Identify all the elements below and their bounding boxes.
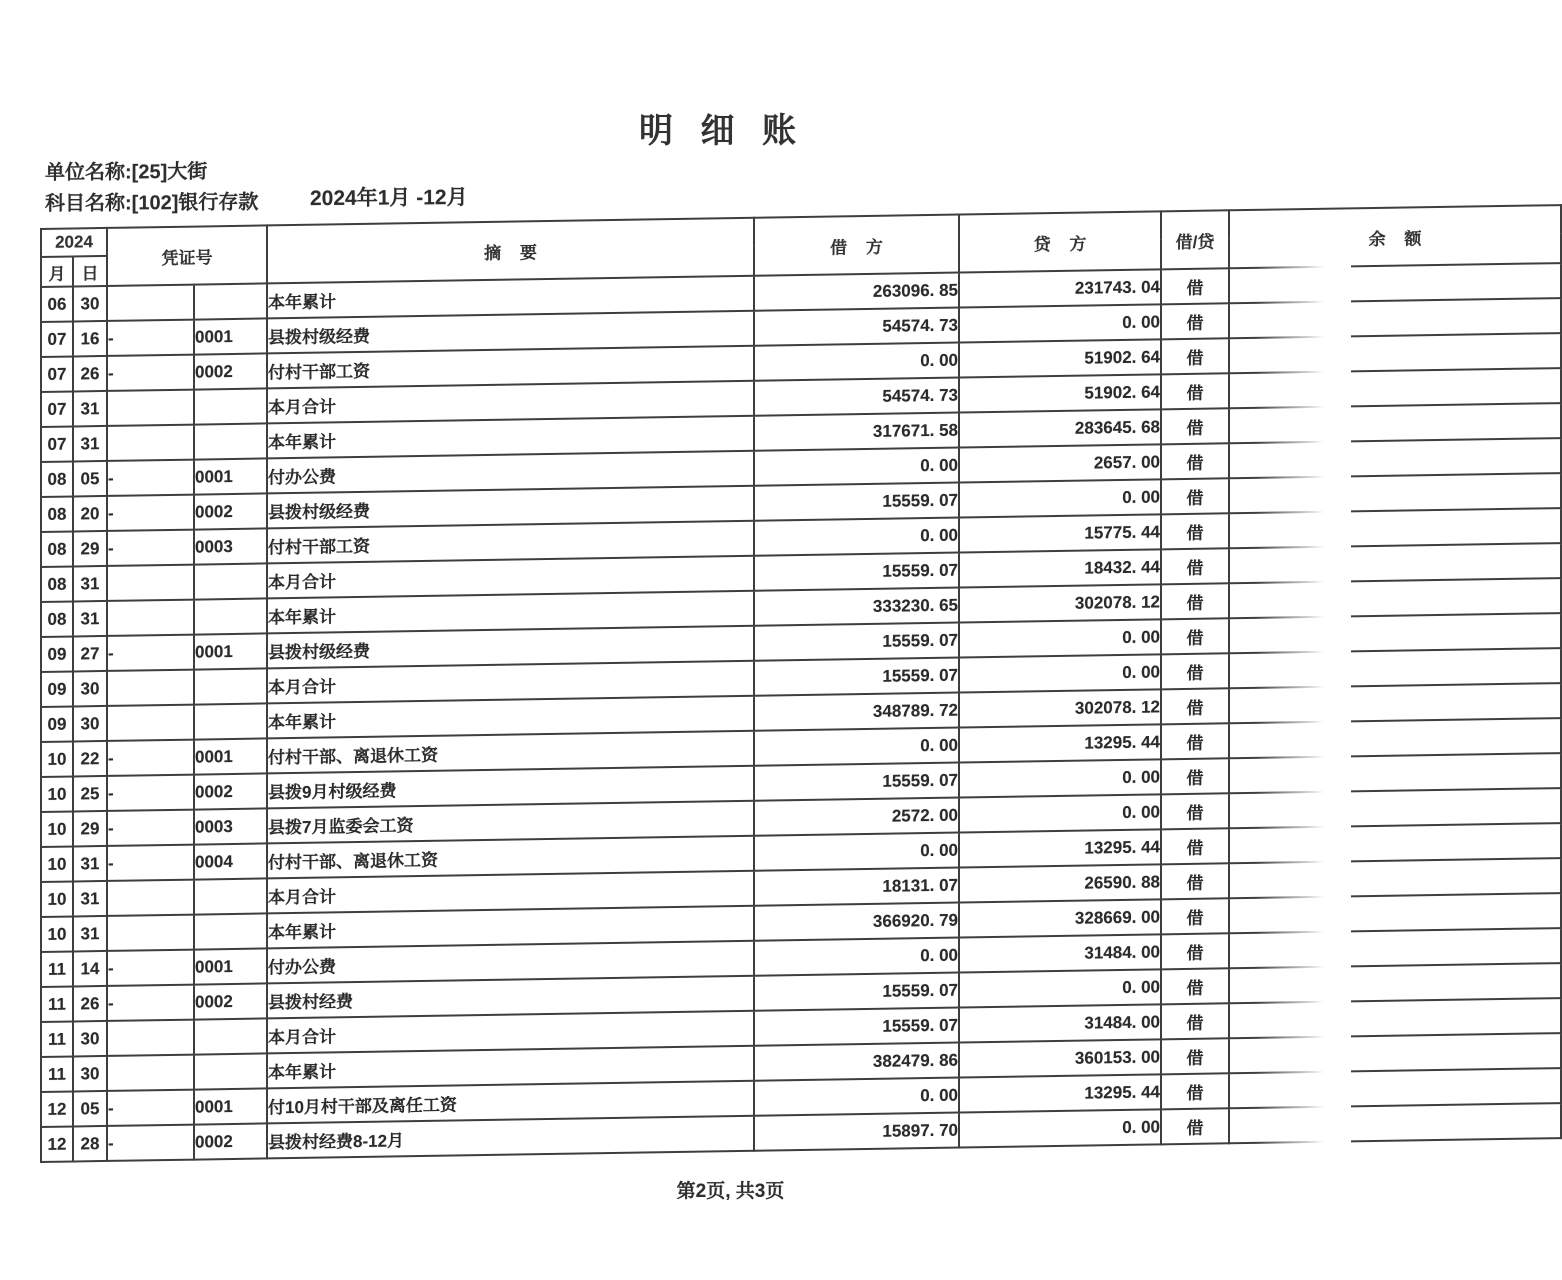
voucher-number-cell: 0001 — [194, 948, 267, 984]
month-cell: 09 — [41, 671, 73, 707]
direction-cell: 借 — [1161, 513, 1229, 549]
balance-cell — [1229, 333, 1561, 373]
credit-cell: 13295. 44 — [959, 829, 1161, 867]
balance-cell — [1229, 298, 1561, 338]
voucher-dash-cell: - — [107, 810, 194, 846]
voucher-dash-cell — [107, 1020, 194, 1056]
summary-cell: 本年累计 — [267, 1046, 754, 1089]
summary-cell: 县拨村经费8-12月 — [267, 1116, 754, 1159]
day-cell: 22 — [73, 741, 107, 777]
direction-cell: 借 — [1161, 1073, 1229, 1109]
header-direction: 借/贷 — [1161, 210, 1229, 269]
balance-cell — [1229, 788, 1561, 828]
balance-cell — [1229, 403, 1561, 443]
voucher-dash-cell: - — [107, 320, 194, 356]
direction-cell: 借 — [1161, 408, 1229, 444]
debit-cell: 0. 00 — [754, 343, 959, 381]
credit-cell: 0. 00 — [959, 759, 1161, 797]
debit-cell: 15897. 70 — [754, 1113, 959, 1151]
day-cell: 30 — [73, 671, 107, 707]
direction-cell: 借 — [1161, 758, 1229, 794]
debit-cell: 54574. 73 — [754, 378, 959, 416]
summary-cell: 付村干部、离退休工资 — [267, 731, 754, 774]
credit-cell: 31484. 00 — [959, 1004, 1161, 1042]
document-meta — [45, 152, 945, 220]
summary-cell: 付办公费 — [267, 941, 754, 984]
debit-cell: 15559. 07 — [754, 483, 959, 521]
voucher-number-cell: 0004 — [194, 843, 267, 879]
balance-cell — [1229, 368, 1561, 408]
voucher-number-cell — [194, 668, 267, 704]
voucher-dash-cell: - — [107, 635, 194, 671]
day-cell: 29 — [73, 811, 107, 847]
credit-cell: 0. 00 — [959, 619, 1161, 657]
voucher-number-cell: 0002 — [194, 773, 267, 809]
credit-cell: 360153. 00 — [959, 1039, 1161, 1077]
day-cell: 25 — [73, 776, 107, 812]
day-cell: 31 — [73, 426, 107, 462]
day-cell: 16 — [73, 321, 107, 357]
voucher-number-cell: 0002 — [194, 983, 267, 1019]
balance-cell — [1229, 823, 1561, 863]
month-cell: 08 — [41, 566, 73, 602]
day-cell: 20 — [73, 496, 107, 532]
balance-cell — [1229, 963, 1561, 1003]
summary-cell: 付办公费 — [267, 451, 754, 494]
debit-cell: 15559. 07 — [754, 763, 959, 801]
voucher-dash-cell: - — [107, 985, 194, 1021]
month-cell: 11 — [41, 1056, 73, 1092]
month-cell: 06 — [41, 286, 73, 322]
month-cell: 10 — [41, 776, 73, 812]
day-cell: 05 — [73, 461, 107, 497]
debit-cell: 263096. 85 — [754, 273, 959, 311]
credit-cell: 0. 00 — [959, 654, 1161, 692]
voucher-dash-cell: - — [107, 530, 194, 566]
balance-cell — [1229, 858, 1561, 898]
credit-cell: 13295. 44 — [959, 724, 1161, 762]
debit-cell: 366920. 79 — [754, 903, 959, 941]
summary-cell: 本月合计 — [267, 556, 754, 599]
direction-cell: 借 — [1161, 1038, 1229, 1074]
month-cell: 08 — [41, 601, 73, 637]
direction-cell: 借 — [1161, 478, 1229, 514]
direction-cell: 借 — [1161, 443, 1229, 479]
month-cell: 07 — [41, 426, 73, 462]
summary-cell: 本年累计 — [267, 591, 754, 634]
balance-cell — [1229, 508, 1561, 548]
ledger-table-body — [41, 263, 1561, 1162]
debit-cell: 382479. 86 — [754, 1043, 959, 1081]
voucher-number-cell: 0002 — [194, 1123, 267, 1159]
day-cell: 27 — [73, 636, 107, 672]
voucher-number-cell: 0002 — [194, 353, 267, 389]
direction-cell: 借 — [1161, 723, 1229, 759]
month-cell: 07 — [41, 356, 73, 392]
page-title: 明 细 账 — [639, 112, 796, 150]
voucher-dash-cell: - — [107, 460, 194, 496]
voucher-dash-cell: - — [107, 845, 194, 881]
balance-cell — [1229, 438, 1561, 478]
header-day: 日 — [73, 256, 107, 287]
balance-cell — [1229, 998, 1561, 1038]
voucher-dash-cell: - — [107, 355, 194, 391]
voucher-dash-cell — [107, 1055, 194, 1091]
summary-cell: 县拨村级经费 — [267, 486, 754, 529]
balance-cell — [1229, 893, 1561, 933]
debit-cell: 15559. 07 — [754, 973, 959, 1011]
debit-cell: 15559. 07 — [754, 658, 959, 696]
day-cell: 31 — [73, 391, 107, 427]
debit-cell: 0. 00 — [754, 728, 959, 766]
direction-cell: 借 — [1161, 268, 1229, 304]
voucher-number-cell — [194, 1053, 267, 1089]
summary-cell: 付村干部工资 — [267, 521, 754, 564]
voucher-number-cell — [194, 563, 267, 599]
header-year: 2024 — [41, 228, 107, 257]
month-cell: 10 — [41, 811, 73, 847]
direction-cell: 借 — [1161, 653, 1229, 689]
debit-cell: 54574. 73 — [754, 308, 959, 346]
day-cell: 26 — [73, 356, 107, 392]
day-cell: 31 — [73, 566, 107, 602]
balance-cell — [1229, 648, 1561, 688]
summary-cell: 县拨村经费 — [267, 976, 754, 1019]
month-cell: 10 — [41, 846, 73, 882]
summary-cell: 县拨9月村级经费 — [267, 766, 754, 809]
credit-cell: 0. 00 — [959, 304, 1161, 342]
month-cell: 12 — [41, 1126, 73, 1162]
voucher-number-cell: 0001 — [194, 1088, 267, 1124]
voucher-dash-cell — [107, 565, 194, 601]
debit-cell: 15559. 07 — [754, 553, 959, 591]
summary-cell: 本月合计 — [267, 1011, 754, 1054]
summary-cell: 本月合计 — [267, 381, 754, 424]
debit-cell: 15559. 07 — [754, 1008, 959, 1046]
direction-cell: 借 — [1161, 828, 1229, 864]
debit-cell: 18131. 07 — [754, 868, 959, 906]
day-cell: 30 — [73, 1021, 107, 1057]
direction-cell: 借 — [1161, 618, 1229, 654]
summary-cell: 付村干部工资 — [267, 346, 754, 389]
month-cell: 07 — [41, 391, 73, 427]
direction-cell: 借 — [1161, 338, 1229, 374]
direction-cell: 借 — [1161, 968, 1229, 1004]
month-cell: 09 — [41, 706, 73, 742]
voucher-number-cell: 0001 — [194, 318, 267, 354]
summary-cell: 付村干部、离退休工资 — [267, 836, 754, 879]
header-balance: 余 额 — [1229, 205, 1561, 268]
month-cell: 10 — [41, 916, 73, 952]
voucher-dash-cell: - — [107, 1125, 194, 1161]
direction-cell: 借 — [1161, 793, 1229, 829]
summary-cell: 付10月村干部及离任工资 — [267, 1081, 754, 1124]
summary-cell: 本年累计 — [267, 416, 754, 459]
direction-cell: 借 — [1161, 933, 1229, 969]
debit-cell: 348789. 72 — [754, 693, 959, 731]
direction-cell: 借 — [1161, 863, 1229, 899]
voucher-number-cell — [194, 913, 267, 949]
voucher-number-cell: 0001 — [194, 633, 267, 669]
day-cell: 14 — [73, 951, 107, 987]
direction-cell: 借 — [1161, 548, 1229, 584]
debit-cell: 0. 00 — [754, 1078, 959, 1116]
summary-cell: 本年累计 — [267, 276, 754, 319]
direction-cell: 借 — [1161, 373, 1229, 409]
voucher-number-cell: 0001 — [194, 738, 267, 774]
credit-cell: 0. 00 — [959, 479, 1161, 517]
period-range: 2024年1月 -12月 — [310, 186, 468, 211]
summary-cell: 县拨7月监委会工资 — [267, 801, 754, 844]
credit-cell: 283645. 68 — [959, 409, 1161, 447]
summary-cell: 本月合计 — [267, 661, 754, 704]
balance-cell — [1229, 718, 1561, 758]
debit-cell: 0. 00 — [754, 833, 959, 871]
voucher-dash-cell: - — [107, 775, 194, 811]
header-month: 月 — [41, 256, 73, 287]
month-cell: 09 — [41, 636, 73, 672]
account-name: 科目名称:[102]银行存款 — [45, 191, 259, 215]
voucher-number-cell — [194, 1018, 267, 1054]
month-cell: 11 — [41, 986, 73, 1022]
summary-cell: 县拨村级经费 — [267, 626, 754, 669]
day-cell: 31 — [73, 881, 107, 917]
balance-cell — [1229, 683, 1561, 723]
month-cell: 07 — [41, 321, 73, 357]
day-cell: 31 — [73, 601, 107, 637]
header-summary: 摘 要 — [267, 218, 754, 284]
voucher-number-cell: 0001 — [194, 458, 267, 494]
credit-cell: 15775. 44 — [959, 514, 1161, 552]
balance-cell — [1229, 263, 1561, 303]
ledger-table-wrap — [40, 205, 1520, 1163]
balance-cell — [1229, 928, 1561, 968]
direction-cell: 借 — [1161, 303, 1229, 339]
credit-cell: 18432. 44 — [959, 549, 1161, 587]
credit-cell: 302078. 12 — [959, 689, 1161, 727]
month-cell: 11 — [41, 1021, 73, 1057]
credit-cell: 302078. 12 — [959, 584, 1161, 622]
direction-cell: 借 — [1161, 1003, 1229, 1039]
month-cell: 10 — [41, 741, 73, 777]
direction-cell: 借 — [1161, 1108, 1229, 1144]
credit-cell: 26590. 88 — [959, 864, 1161, 902]
unit-name: 单位名称:[25]大街 — [45, 160, 208, 184]
debit-cell: 0. 00 — [754, 938, 959, 976]
direction-cell: 借 — [1161, 583, 1229, 619]
summary-cell: 本年累计 — [267, 906, 754, 949]
voucher-dash-cell — [107, 600, 194, 636]
voucher-number-cell — [194, 878, 267, 914]
voucher-dash-cell — [107, 880, 194, 916]
credit-cell: 13295. 44 — [959, 1074, 1161, 1112]
day-cell: 26 — [73, 986, 107, 1022]
day-cell: 30 — [73, 286, 107, 322]
page-indicator: 第2页, 共3页 — [676, 1181, 785, 1202]
balance-cell — [1229, 753, 1561, 793]
day-cell: 31 — [73, 916, 107, 952]
voucher-number-cell: 0003 — [194, 808, 267, 844]
voucher-dash-cell — [107, 670, 194, 706]
voucher-number-cell — [194, 703, 267, 739]
voucher-number-cell — [194, 598, 267, 634]
balance-cell — [1229, 578, 1561, 618]
voucher-dash-cell: - — [107, 495, 194, 531]
day-cell: 30 — [73, 706, 107, 742]
credit-cell: 2657. 00 — [959, 444, 1161, 482]
credit-cell: 51902. 64 — [959, 374, 1161, 412]
voucher-number-cell: 0002 — [194, 493, 267, 529]
month-cell: 08 — [41, 496, 73, 532]
month-cell: 12 — [41, 1091, 73, 1127]
debit-cell: 0. 00 — [754, 448, 959, 486]
header-debit: 借 方 — [754, 215, 959, 276]
month-cell: 10 — [41, 881, 73, 917]
direction-cell: 借 — [1161, 898, 1229, 934]
credit-cell: 0. 00 — [959, 969, 1161, 1007]
voucher-dash-cell — [107, 705, 194, 741]
voucher-dash-cell — [107, 285, 194, 321]
direction-cell: 借 — [1161, 688, 1229, 724]
month-cell: 11 — [41, 951, 73, 987]
credit-cell: 31484. 00 — [959, 934, 1161, 972]
voucher-number-cell: 0003 — [194, 528, 267, 564]
ledger-table — [40, 204, 1562, 1163]
balance-cell — [1229, 543, 1561, 583]
debit-cell: 15559. 07 — [754, 623, 959, 661]
balance-cell — [1229, 1033, 1561, 1073]
summary-cell: 本月合计 — [267, 871, 754, 914]
credit-cell: 328669. 00 — [959, 899, 1161, 937]
month-cell: 08 — [41, 531, 73, 567]
balance-cell — [1229, 1068, 1561, 1108]
header-credit: 贷 方 — [959, 211, 1161, 272]
voucher-dash-cell — [107, 390, 194, 426]
day-cell: 30 — [73, 1056, 107, 1092]
voucher-dash-cell — [107, 425, 194, 461]
debit-cell: 0. 00 — [754, 518, 959, 556]
debit-cell: 333230. 65 — [754, 588, 959, 626]
voucher-dash-cell: - — [107, 950, 194, 986]
voucher-number-cell — [194, 283, 267, 319]
credit-cell: 51902. 64 — [959, 339, 1161, 377]
credit-cell: 231743. 04 — [959, 269, 1161, 307]
voucher-dash-cell: - — [107, 1090, 194, 1126]
credit-cell: 0. 00 — [959, 1109, 1161, 1147]
debit-cell: 2572. 00 — [754, 798, 959, 836]
voucher-dash-cell: - — [107, 740, 194, 776]
account-name-row — [45, 183, 945, 220]
debit-cell: 317671. 58 — [754, 413, 959, 451]
voucher-dash-cell — [107, 915, 194, 951]
day-cell: 29 — [73, 531, 107, 567]
day-cell: 31 — [73, 846, 107, 882]
credit-cell: 0. 00 — [959, 794, 1161, 832]
summary-cell: 本年累计 — [267, 696, 754, 739]
voucher-number-cell — [194, 388, 267, 424]
balance-cell — [1229, 1103, 1561, 1143]
day-cell: 05 — [73, 1091, 107, 1127]
balance-cell — [1229, 473, 1561, 513]
month-cell: 08 — [41, 461, 73, 497]
balance-cell — [1229, 613, 1561, 653]
day-cell: 28 — [73, 1126, 107, 1162]
voucher-number-cell — [194, 423, 267, 459]
header-voucher-no: 凭证号 — [107, 225, 267, 286]
summary-cell: 县拨村级经费 — [267, 311, 754, 354]
